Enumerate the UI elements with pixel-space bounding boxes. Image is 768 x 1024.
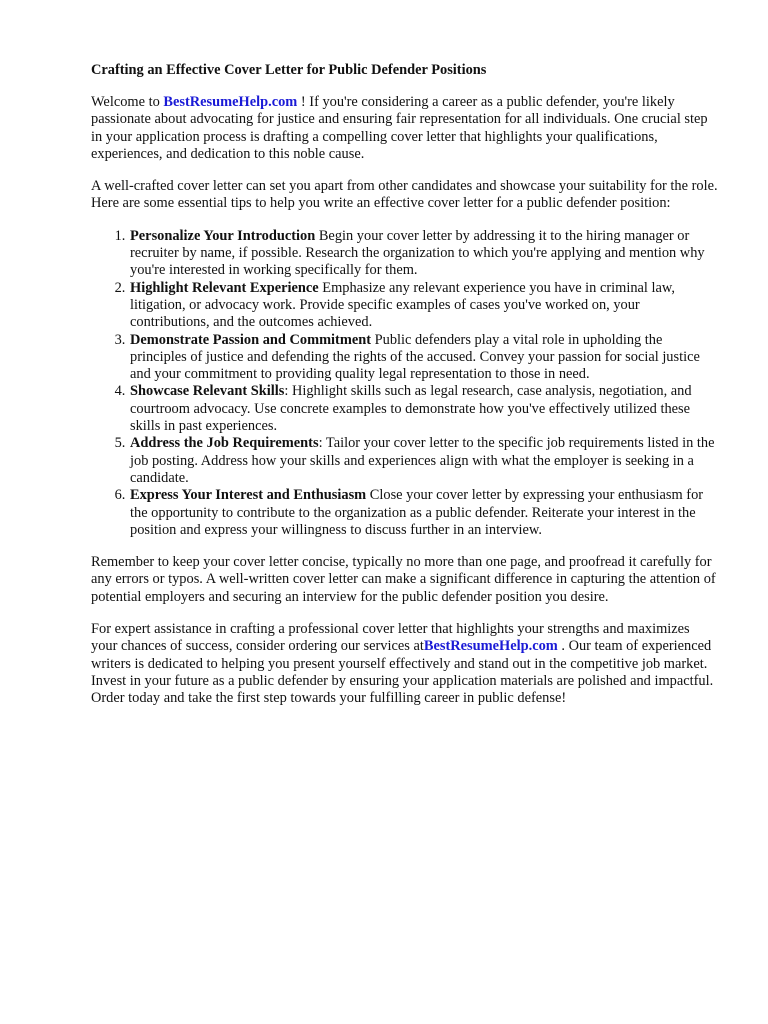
list-item [129,487,718,539]
tips-intro-paragraph: A well-crafted cover letter can set you apart from other candidates and showcase your suitability for the role. Here are some essential tips to help you write an effective cover letter for a public defender position: [91,178,718,212]
list-item [129,228,718,280]
tip-text: Tailor your cover letter to the specific job requirements listed in the job posting. Address how your skills and experiences align with what the employer is seeking in a candidate. [130,435,715,486]
tip-separator: : [318,435,326,452]
closing-prefix: For expert assistance in crafting a professional cover letter that highlights your strengths and maximizes your chances of success, consider ordering our services at [91,621,690,655]
intro-site-link[interactable]: BestResumeHelp.com [163,94,298,110]
tip-heading: Highlight Relevant Experience [130,279,319,296]
tip-text: Begin your cover letter by addressing it to the hiring manager or recruiter by name, if possible. Research the organization to which you're applying and mention why you're interested in working specifically for them. [130,227,705,279]
tip-text: Emphasize any relevant experience you have in criminal law, litigation, or advocacy work. Provide specific examples of cases you've worked on, your contributions, and the outcomes achieved. [130,279,675,331]
intro-paragraph [91,94,718,163]
closing-paragraph [91,621,718,707]
intro-suffix: ! If you're considering a career as a public defender, you're likely passionate about advocating for justice and ensuring fair representation for all individuals. One crucial step in your application process is drafting a compelling cover letter that highlights your qualifications, experiences, and dedication to this noble cause. [91,94,708,162]
closing-suffix: . Our team of experienced writers is dedicated to helping you present yourself effectively and stand out in the competitive job market. Invest in your future as a public defender by ensuring your application materials are polished and impactful. Order today and take the first step towards your fulfilling career in public defense! [91,638,714,707]
tips-list [91,228,718,539]
list-item [129,280,718,332]
tip-text: Close your cover letter by expressing your enthusiasm for the opportunity to contribute to the organization as a public defender. Reiterate your interest in the position and express your willingness to discuss further in an interview. [130,487,704,538]
list-item [129,332,718,384]
intro-prefix: Welcome to [91,94,160,110]
closing-site-link[interactable]: BestResumeHelp.com [423,638,558,655]
tip-heading: Showcase Relevant Skills [130,383,285,400]
tip-heading: Personalize Your Introduction [130,227,316,244]
list-item [129,383,718,435]
page-title: Crafting an Effective Cover Letter for Public Defender Positions [91,62,487,78]
tip-heading: Address the Job Requirements [130,435,319,452]
tip-text: Public defenders play a vital role in upholding the principles of justice and defending the rights of the accused. Convey your passion for social justice and your commitment to providing quality legal representation to those in need. [130,331,700,383]
reminder-paragraph: Remember to keep your cover letter concise, typically no more than one page, and proofread it carefully for any errors or typos. A well-written cover letter can make a significant difference in capturing the attention of potential employers and securing an interview for the public defender position you desire. [91,554,716,605]
tip-separator: : [284,383,292,400]
tip-heading: Demonstrate Passion and Commitment [130,331,372,348]
tip-text: Highlight skills such as legal research, case analysis, negotiation, and courtroom advocacy. Use concrete examples to demonstrate how you've effectively utilized these skills in past experiences. [130,383,692,435]
list-item [129,435,718,487]
tip-heading: Express Your Interest and Enthusiasm [130,487,367,504]
